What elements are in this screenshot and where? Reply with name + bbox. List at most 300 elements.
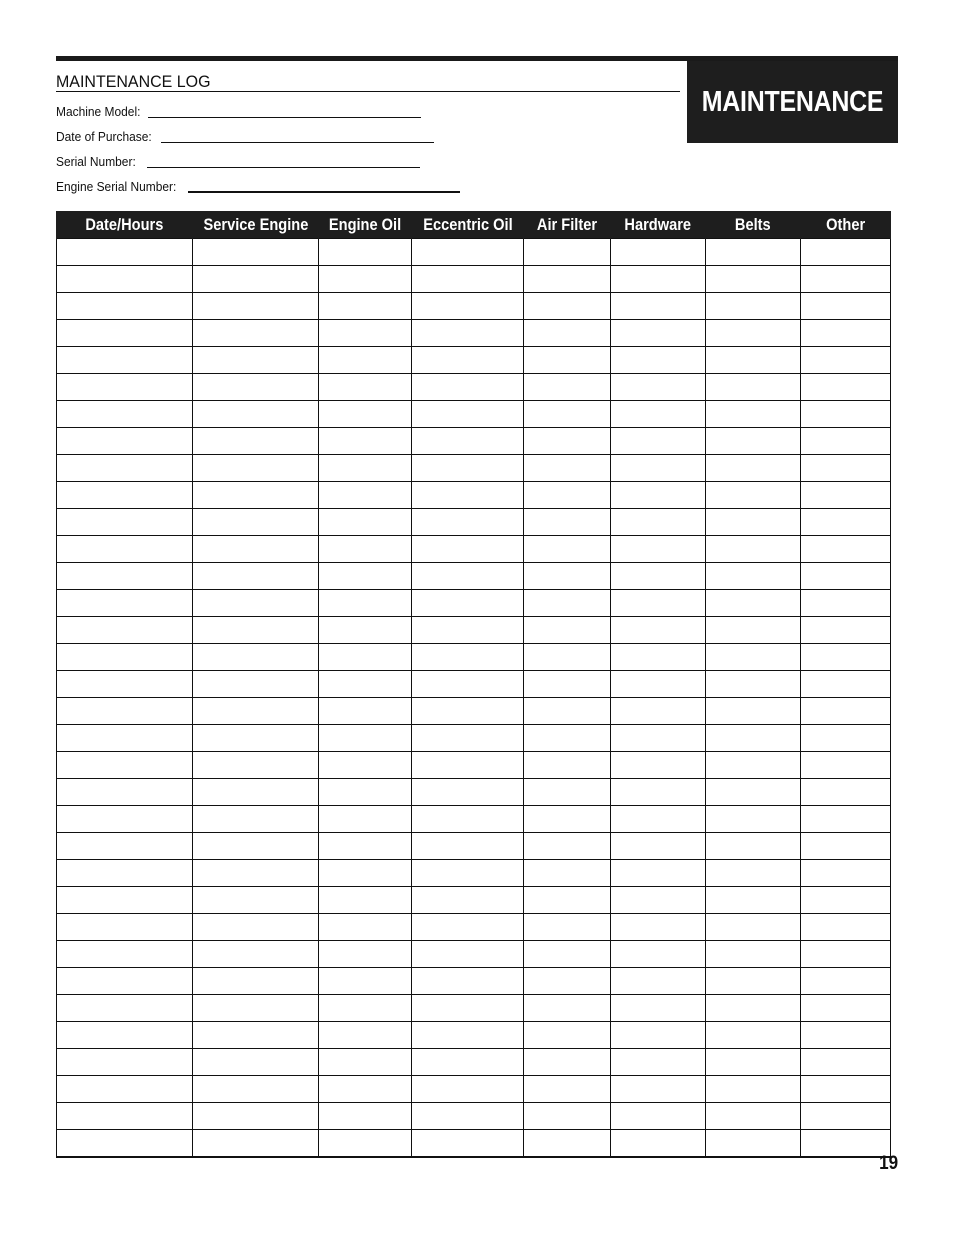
table-cell[interactable] (524, 968, 611, 995)
table-cell[interactable] (801, 860, 891, 887)
table-cell[interactable] (801, 401, 891, 428)
table-cell[interactable] (611, 860, 706, 887)
table-cell[interactable] (801, 725, 891, 752)
table-cell[interactable] (611, 1103, 706, 1130)
table-cell[interactable] (57, 1130, 193, 1158)
table-cell[interactable] (193, 752, 319, 779)
table-cell[interactable] (706, 590, 801, 617)
table-cell[interactable] (319, 779, 412, 806)
table-cell[interactable] (57, 617, 193, 644)
table-cell[interactable] (706, 266, 801, 293)
table-cell[interactable] (193, 914, 319, 941)
table-cell[interactable] (611, 239, 706, 266)
table-cell[interactable] (412, 725, 524, 752)
table-cell[interactable] (412, 428, 524, 455)
table-cell[interactable] (412, 752, 524, 779)
table-cell[interactable] (412, 536, 524, 563)
table-cell[interactable] (611, 887, 706, 914)
table-cell[interactable] (193, 428, 319, 455)
table-cell[interactable] (611, 536, 706, 563)
table-cell[interactable] (412, 698, 524, 725)
table-cell[interactable] (801, 1022, 891, 1049)
table-cell[interactable] (611, 725, 706, 752)
table-row (57, 1049, 891, 1076)
date-of-purchase-line[interactable] (161, 141, 434, 143)
table-cell[interactable] (412, 266, 524, 293)
table-cell[interactable] (524, 779, 611, 806)
table-cell[interactable] (319, 1103, 412, 1130)
table-cell[interactable] (801, 482, 891, 509)
table-cell[interactable] (412, 509, 524, 536)
table-cell[interactable] (412, 833, 524, 860)
table-cell[interactable] (412, 1049, 524, 1076)
table-cell[interactable] (319, 887, 412, 914)
table-cell[interactable] (706, 806, 801, 833)
table-cell[interactable] (611, 563, 706, 590)
table-cell[interactable] (319, 266, 412, 293)
table-cell[interactable] (412, 1076, 524, 1103)
engine-serial-number-line[interactable] (188, 190, 460, 193)
table-cell[interactable] (611, 833, 706, 860)
table-cell[interactable] (319, 671, 412, 698)
table-cell[interactable] (706, 320, 801, 347)
table-cell[interactable] (319, 806, 412, 833)
table-cell[interactable] (193, 563, 319, 590)
table-cell[interactable] (57, 482, 193, 509)
table-cell[interactable] (412, 239, 524, 266)
serial-number-field[interactable] (56, 152, 420, 170)
table-cell[interactable] (611, 1130, 706, 1158)
table-cell[interactable] (706, 617, 801, 644)
table-cell[interactable] (193, 968, 319, 995)
table-cell[interactable] (193, 374, 319, 401)
table-cell[interactable] (611, 320, 706, 347)
table-cell[interactable] (801, 671, 891, 698)
table-cell[interactable] (57, 347, 193, 374)
table-cell[interactable] (706, 644, 801, 671)
table-cell[interactable] (319, 833, 412, 860)
table-cell[interactable] (319, 752, 412, 779)
table-cell[interactable] (193, 806, 319, 833)
table-cell[interactable] (611, 509, 706, 536)
column-header-air-filter: Air Filter (524, 211, 611, 239)
table-cell[interactable] (319, 914, 412, 941)
table-cell[interactable] (57, 725, 193, 752)
table-cell[interactable] (57, 671, 193, 698)
table-cell[interactable] (193, 320, 319, 347)
table-cell[interactable] (319, 428, 412, 455)
table-cell[interactable] (801, 833, 891, 860)
table-cell[interactable] (801, 320, 891, 347)
table-cell[interactable] (611, 806, 706, 833)
table-cell[interactable] (57, 968, 193, 995)
column-header-service-engine: Service Engine (193, 211, 319, 239)
table-cell[interactable] (524, 644, 611, 671)
table-cell[interactable] (412, 1022, 524, 1049)
table-cell[interactable] (706, 1103, 801, 1130)
table-cell[interactable] (524, 698, 611, 725)
table-cell[interactable] (412, 860, 524, 887)
table-cell[interactable] (611, 1049, 706, 1076)
table-cell[interactable] (193, 293, 319, 320)
table-row (57, 509, 891, 536)
table-cell[interactable] (801, 536, 891, 563)
table-row (57, 482, 891, 509)
table-cell[interactable] (524, 374, 611, 401)
table-cell[interactable] (193, 1049, 319, 1076)
table-cell[interactable] (611, 644, 706, 671)
table-cell[interactable] (319, 1076, 412, 1103)
table-cell[interactable] (706, 698, 801, 725)
table-cell[interactable] (193, 833, 319, 860)
date-of-purchase-label: Date of Purchase: (56, 129, 152, 144)
table-cell[interactable] (57, 239, 193, 266)
table-cell[interactable] (801, 239, 891, 266)
table-cell[interactable] (319, 698, 412, 725)
table-cell[interactable] (801, 1103, 891, 1130)
table-cell[interactable] (193, 725, 319, 752)
table-cell[interactable] (524, 536, 611, 563)
table-cell[interactable] (319, 860, 412, 887)
table-cell[interactable] (524, 1076, 611, 1103)
table-cell[interactable] (193, 1076, 319, 1103)
table-cell[interactable] (801, 455, 891, 482)
table-cell[interactable] (706, 725, 801, 752)
table-cell[interactable] (611, 995, 706, 1022)
table-cell[interactable] (611, 698, 706, 725)
table-cell[interactable] (193, 347, 319, 374)
table-cell[interactable] (611, 590, 706, 617)
table-cell[interactable] (706, 293, 801, 320)
table-cell[interactable] (193, 671, 319, 698)
table-cell[interactable] (412, 644, 524, 671)
machine-model-field[interactable] (56, 102, 421, 120)
table-row (57, 887, 891, 914)
table-cell[interactable] (611, 1022, 706, 1049)
table-cell[interactable] (412, 455, 524, 482)
table-cell[interactable] (524, 887, 611, 914)
table-cell[interactable] (319, 725, 412, 752)
table-cell[interactable] (193, 887, 319, 914)
table-cell[interactable] (57, 941, 193, 968)
table-cell[interactable] (524, 401, 611, 428)
table-cell[interactable] (412, 671, 524, 698)
engine-serial-number-field[interactable] (56, 177, 460, 195)
table-cell[interactable] (706, 995, 801, 1022)
table-cell[interactable] (319, 1022, 412, 1049)
table-cell[interactable] (801, 914, 891, 941)
table-cell[interactable] (801, 752, 891, 779)
table-row (57, 860, 891, 887)
table-cell[interactable] (801, 995, 891, 1022)
table-cell[interactable] (412, 995, 524, 1022)
table-cell[interactable] (412, 482, 524, 509)
table-cell[interactable] (524, 239, 611, 266)
table-cell[interactable] (801, 590, 891, 617)
table-cell[interactable] (193, 698, 319, 725)
table-cell[interactable] (611, 401, 706, 428)
table-cell[interactable] (193, 1103, 319, 1130)
table-cell[interactable] (57, 833, 193, 860)
table-cell[interactable] (57, 1022, 193, 1049)
table-cell[interactable] (57, 887, 193, 914)
table-cell[interactable] (801, 779, 891, 806)
table-cell[interactable] (319, 347, 412, 374)
table-cell[interactable] (193, 860, 319, 887)
table-cell[interactable] (706, 968, 801, 995)
table-cell[interactable] (524, 320, 611, 347)
table-cell[interactable] (524, 1049, 611, 1076)
table-cell[interactable] (801, 1076, 891, 1103)
table-cell[interactable] (524, 914, 611, 941)
table-cell[interactable] (319, 536, 412, 563)
table-cell[interactable] (611, 428, 706, 455)
table-cell[interactable] (412, 1103, 524, 1130)
table-cell[interactable] (706, 374, 801, 401)
table-cell[interactable] (706, 941, 801, 968)
table-cell[interactable] (524, 590, 611, 617)
table-cell[interactable] (801, 806, 891, 833)
table-cell[interactable] (524, 860, 611, 887)
table-row (57, 266, 891, 293)
table-cell[interactable] (319, 320, 412, 347)
table-row (57, 914, 891, 941)
column-header-date-hours: Date/Hours (57, 211, 193, 239)
table-cell[interactable] (524, 1103, 611, 1130)
table-cell[interactable] (524, 833, 611, 860)
table-cell[interactable] (193, 941, 319, 968)
table-cell[interactable] (57, 536, 193, 563)
table-cell[interactable] (193, 590, 319, 617)
table-cell[interactable] (611, 374, 706, 401)
table-cell[interactable] (524, 482, 611, 509)
table-row (57, 617, 891, 644)
table-cell[interactable] (57, 1049, 193, 1076)
table-cell[interactable] (611, 671, 706, 698)
table-cell[interactable] (801, 347, 891, 374)
table-cell[interactable] (801, 698, 891, 725)
table-cell[interactable] (706, 239, 801, 266)
table-cell[interactable] (524, 455, 611, 482)
table-cell[interactable] (524, 509, 611, 536)
table-cell[interactable] (193, 482, 319, 509)
table-cell[interactable] (524, 752, 611, 779)
table-cell[interactable] (319, 401, 412, 428)
table-cell[interactable] (524, 293, 611, 320)
table-cell[interactable] (412, 347, 524, 374)
table-row (57, 347, 891, 374)
machine-model-line[interactable] (148, 116, 421, 118)
table-cell[interactable] (57, 266, 193, 293)
table-cell[interactable] (524, 995, 611, 1022)
table-cell[interactable] (706, 1022, 801, 1049)
table-cell[interactable] (412, 941, 524, 968)
table-cell[interactable] (706, 833, 801, 860)
table-cell[interactable] (319, 482, 412, 509)
table-cell[interactable] (193, 509, 319, 536)
table-cell[interactable] (412, 968, 524, 995)
table-cell[interactable] (319, 455, 412, 482)
table-cell[interactable] (706, 887, 801, 914)
table-cell[interactable] (57, 320, 193, 347)
table-cell[interactable] (412, 1130, 524, 1158)
table-cell[interactable] (706, 1076, 801, 1103)
table-cell[interactable] (193, 644, 319, 671)
table-cell[interactable] (801, 509, 891, 536)
table-cell[interactable] (57, 293, 193, 320)
table-cell[interactable] (706, 428, 801, 455)
table-cell[interactable] (412, 563, 524, 590)
table-cell[interactable] (706, 536, 801, 563)
table-cell[interactable] (611, 347, 706, 374)
maintenance-log-table (56, 211, 891, 1158)
table-cell[interactable] (801, 563, 891, 590)
table-cell[interactable] (57, 428, 193, 455)
table-cell[interactable] (57, 1103, 193, 1130)
table-cell[interactable] (319, 1130, 412, 1158)
table-cell[interactable] (412, 779, 524, 806)
table-cell[interactable] (412, 293, 524, 320)
table-cell[interactable] (57, 995, 193, 1022)
serial-number-line[interactable] (147, 166, 420, 168)
table-cell[interactable] (611, 752, 706, 779)
table-row (57, 671, 891, 698)
table-cell[interactable] (524, 1130, 611, 1158)
table-cell[interactable] (801, 293, 891, 320)
table-cell[interactable] (412, 806, 524, 833)
table-cell[interactable] (412, 374, 524, 401)
table-cell[interactable] (193, 401, 319, 428)
table-cell[interactable] (524, 266, 611, 293)
table-cell[interactable] (319, 374, 412, 401)
table-cell[interactable] (319, 590, 412, 617)
table-cell[interactable] (524, 941, 611, 968)
table-row (57, 698, 891, 725)
table-cell[interactable] (319, 563, 412, 590)
table-cell[interactable] (524, 347, 611, 374)
table-cell[interactable] (193, 995, 319, 1022)
table-cell[interactable] (193, 536, 319, 563)
table-cell[interactable] (524, 671, 611, 698)
table-cell[interactable] (706, 779, 801, 806)
table-cell[interactable] (193, 617, 319, 644)
table-cell[interactable] (706, 563, 801, 590)
table-cell[interactable] (524, 1022, 611, 1049)
table-cell[interactable] (524, 617, 611, 644)
table-cell[interactable] (706, 1130, 801, 1158)
table-cell[interactable] (706, 455, 801, 482)
table-cell[interactable] (706, 347, 801, 374)
table-cell[interactable] (706, 1049, 801, 1076)
table-cell[interactable] (57, 455, 193, 482)
table-row (57, 941, 891, 968)
table-cell[interactable] (611, 266, 706, 293)
table-cell[interactable] (57, 590, 193, 617)
page-number: 19 (878, 1153, 898, 1174)
table-cell[interactable] (412, 617, 524, 644)
table-cell[interactable] (706, 509, 801, 536)
table-cell[interactable] (801, 428, 891, 455)
table-cell[interactable] (193, 1022, 319, 1049)
table-cell[interactable] (801, 887, 891, 914)
table-cell[interactable] (57, 374, 193, 401)
table-cell[interactable] (319, 995, 412, 1022)
table-cell[interactable] (611, 914, 706, 941)
table-cell[interactable] (412, 401, 524, 428)
table-cell[interactable] (319, 617, 412, 644)
table-cell[interactable] (57, 1076, 193, 1103)
table-cell[interactable] (611, 482, 706, 509)
table-cell[interactable] (193, 455, 319, 482)
table-cell[interactable] (412, 914, 524, 941)
table-cell[interactable] (319, 239, 412, 266)
table-cell[interactable] (57, 644, 193, 671)
table-cell[interactable] (412, 320, 524, 347)
table-cell[interactable] (801, 266, 891, 293)
table-cell[interactable] (57, 806, 193, 833)
table-cell[interactable] (57, 860, 193, 887)
table-cell[interactable] (706, 401, 801, 428)
table-cell[interactable] (193, 239, 319, 266)
table-cell[interactable] (412, 590, 524, 617)
table-cell[interactable] (801, 941, 891, 968)
table-cell[interactable] (801, 968, 891, 995)
table-cell[interactable] (57, 914, 193, 941)
table-cell[interactable] (319, 293, 412, 320)
table-cell[interactable] (706, 752, 801, 779)
column-header-eccentric-oil: Eccentric Oil (412, 211, 524, 239)
table-cell[interactable] (319, 1049, 412, 1076)
table-cell[interactable] (57, 698, 193, 725)
table-cell[interactable] (611, 968, 706, 995)
table-cell[interactable] (193, 1130, 319, 1158)
table-row (57, 806, 891, 833)
date-of-purchase-field[interactable] (56, 127, 434, 145)
table-cell[interactable] (319, 968, 412, 995)
table-cell[interactable] (57, 509, 193, 536)
table-cell[interactable] (319, 509, 412, 536)
table-cell[interactable] (706, 914, 801, 941)
table-cell[interactable] (801, 374, 891, 401)
table-cell[interactable] (193, 779, 319, 806)
table-cell[interactable] (319, 941, 412, 968)
table-cell[interactable] (524, 806, 611, 833)
table-cell[interactable] (524, 428, 611, 455)
table-cell[interactable] (801, 617, 891, 644)
table-cell[interactable] (57, 563, 193, 590)
table-cell[interactable] (319, 644, 412, 671)
table-cell[interactable] (57, 779, 193, 806)
table-cell[interactable] (57, 752, 193, 779)
table-cell[interactable] (412, 887, 524, 914)
table-cell[interactable] (524, 563, 611, 590)
table-cell[interactable] (611, 293, 706, 320)
table-cell[interactable] (524, 725, 611, 752)
table-cell[interactable] (706, 482, 801, 509)
table-cell[interactable] (801, 644, 891, 671)
table-cell[interactable] (706, 671, 801, 698)
table-row (57, 401, 891, 428)
table-cell[interactable] (193, 266, 319, 293)
table-cell[interactable] (611, 455, 706, 482)
table-cell[interactable] (611, 779, 706, 806)
table-cell[interactable] (706, 860, 801, 887)
table-cell[interactable] (611, 617, 706, 644)
table-cell[interactable] (611, 1076, 706, 1103)
table-cell[interactable] (801, 1049, 891, 1076)
table-cell[interactable] (57, 401, 193, 428)
table-cell[interactable] (611, 941, 706, 968)
